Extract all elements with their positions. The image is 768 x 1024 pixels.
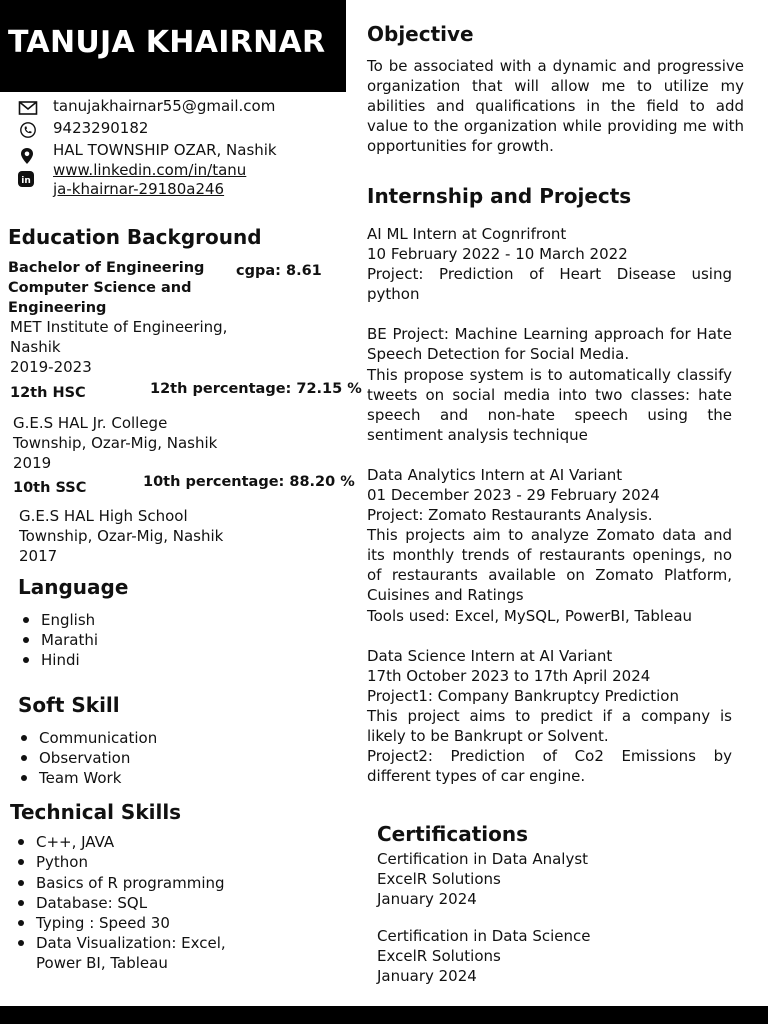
p4-project1: Project1: Company Bankruptcy Prediction [367,687,679,705]
location-pin-icon [19,147,39,165]
ssc-school-line1: G.E.S HAL High School [19,507,188,525]
p2-title: BE Project: Machine Learning approach for Hate Speech Detection for Social Media. [367,325,732,363]
p2-desc: This propose system is to automatically classify tweets on social media into two classes: hate speech and non-hate speech using the sentiment analysis technique [367,366,732,444]
cert2-org: ExcelR Solutions [377,947,501,965]
language-heading: Language [18,575,129,599]
cert2-title: Certification in Data Science [377,927,591,945]
college-line1: MET Institute of Engineering, [10,318,228,336]
phone-icon [19,121,39,139]
p3-title: Data Analytics Intern at AI Variant [367,466,623,484]
objective-text: To be associated with a dynamic and progressive organization that will allow me to utilize my abilities and qualifications in the field to add value to the organization while providing me with opportunities for growth. [367,57,744,155]
hsc-year: 2019 [13,454,52,472]
p1-date: 10 February 2022 - 10 March 2022 [367,245,628,263]
address: HAL TOWNSHIP OZAR, Nashik [53,141,277,159]
soft-skill-heading: Soft Skill [18,693,120,717]
college-years: 2019-2023 [10,358,92,376]
footer-bar [0,1006,768,1024]
projects-heading: Internship and Projects [367,184,632,208]
ssc-label: 10th SSC [13,480,87,496]
linkedin-link-line1[interactable]: www.linkedin.com/in/tanu [53,161,247,179]
candidate-name: TANUJA KHAIRNAR [8,25,326,60]
degree-line2: Computer Science and [8,280,192,296]
list-item: Team Work [39,769,122,787]
ssc-school-line2: Township, Ozar-Mig, Nashik [19,527,224,545]
email-link[interactable]: tanujakhairnar55@gmail.com [53,97,276,115]
p3-date: 01 December 2023 - 29 February 2024 [367,486,660,504]
hsc-label: 12th HSC [10,385,86,401]
degree-line3: Engineering [8,300,107,316]
mail-icon [18,100,38,118]
cert2-date: January 2024 [377,967,477,985]
cgpa: cgpa: 8.61 [236,263,322,279]
p4-desc1: This project aims to predict if a company is likely to be Bankrupt or Solvent. [367,707,732,745]
p4-date: 17th October 2023 to 17th April 2024 [367,667,651,685]
p1-title: AI ML Intern at Cognrifront [367,225,567,243]
p1-desc: Project: Prediction of Heart Disease using python [367,265,732,303]
hsc-school-line1: G.E.S HAL Jr. College [13,414,168,432]
degree-line1: Bachelor of Engineering [8,260,205,276]
list-item: Python [36,853,88,871]
education-heading: Education Background [8,225,262,249]
linkedin-link-line2[interactable]: ja-khairnar-29180a246 [53,180,225,198]
ssc-year: 2017 [19,547,58,565]
p4-project2: Project2: Prediction of Co2 Emissions by different types of car engine. [367,747,732,785]
list-item: Data Visualization: Excel, [36,934,226,952]
p4-title: Data Science Intern at AI Variant [367,647,613,665]
hsc-percentage: 12th percentage: 72.15 % [150,381,362,397]
ssc-percentage: 10th percentage: 88.20 % [143,474,355,490]
college-line2: Nashik [10,338,61,356]
cert1-org: ExcelR Solutions [377,870,501,888]
list-item: Basics of R programming [36,874,225,892]
list-item-continuation: Power BI, Tableau [36,954,168,972]
list-item: Communication [39,729,158,747]
p3-tools: Tools used: Excel, MySQL, PowerBI, Tableau [367,607,693,625]
p3-desc: This projects aim to analyze Zomato data and its monthly trends of restaurants openings, no of restaurants available on Zomato Platform, Cuisines and Ratings [367,526,732,604]
svg-text:in: in [21,176,31,186]
list-item: Database: SQL [36,894,148,912]
hsc-school-line2: Township, Ozar-Mig, Nashik [13,434,218,452]
certifications-heading: Certifications [377,822,528,846]
list-item: Marathi [41,631,99,649]
list-item: Hindi [41,651,80,669]
cert1-title: Certification in Data Analyst [377,850,589,868]
technical-skills-heading: Technical Skills [10,800,182,824]
phone-number: 9423290182 [53,119,149,137]
p3-project: Project: Zomato Restaurants Analysis. [367,506,653,524]
objective-heading: Objective [367,22,474,46]
cert1-date: January 2024 [377,890,477,908]
list-item: Observation [39,749,131,767]
linkedin-icon [18,171,38,189]
list-item: Typing : Speed 30 [36,914,170,932]
list-item: C++, JAVA [36,833,115,851]
list-item: English [41,611,96,629]
